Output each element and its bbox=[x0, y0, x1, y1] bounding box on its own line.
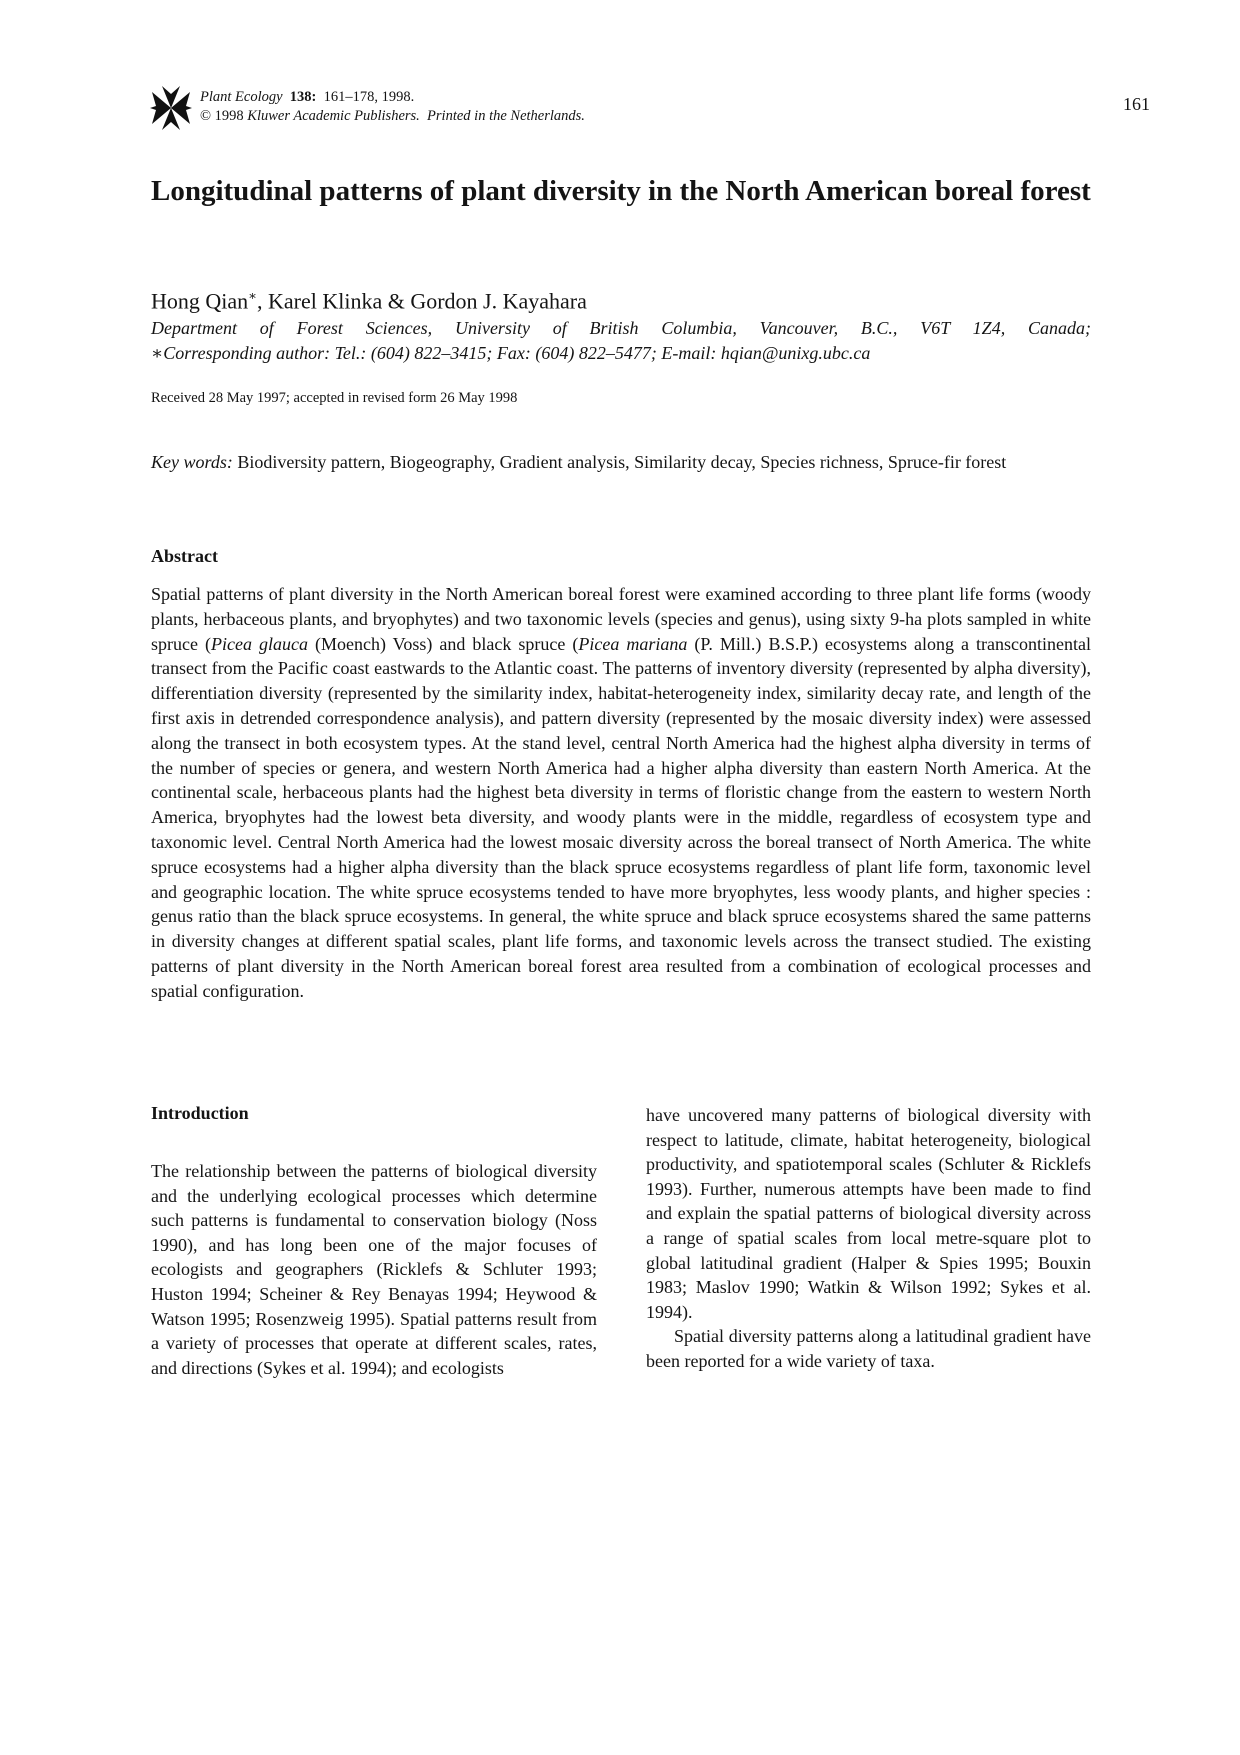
keywords-text: Biodiversity pattern, Biogeography, Gradient analysis, Similarity decay, Species richness, Spruce-fir forest bbox=[232, 452, 1007, 472]
left-column bbox=[151, 1159, 597, 1380]
abstract-part-1: Spatial patterns of plant diversity in the North American boreal forest were examined according to three plant life forms (woody plants, herbaceous plants, and bryophytes) and two taxonomic levels (species and genus), using sixty 9-ha plots sampled in white spruce ( bbox=[151, 584, 1091, 654]
publisher: Kluwer Academic Publishers. bbox=[247, 108, 420, 124]
affiliation: Department of Forest Sciences, University of British Columbia, Vancouver, B.C., V6T 1Z4, Canada; bbox=[151, 318, 1091, 338]
paragraph: The relationship between the patterns of biological diversity and the underlying ecological processes which determine such patterns is fundamental to conservation biology (Noss 1990), and has long been one of the major focuses of ecologists and geographers (Ricklefs & Schluter 1993; Huston 1994; Scheiner & Rey Benayas 1994; Heywood & Watson 1995; Rosenzweig 1995). Spatial patterns result from a variety of processes that operate at different scales, rates, and directions (Sykes et al. 1994); and ecologists bbox=[151, 1161, 597, 1378]
journal-volume: 138: bbox=[289, 89, 317, 105]
right-column bbox=[646, 1103, 1091, 1374]
abstract-part-2: (Moench) Voss) and black spruce ( bbox=[307, 633, 579, 654]
introduction-heading: Introduction bbox=[151, 1103, 249, 1123]
paper-title: Longitudinal patterns of plant diversity in the North American boreal forest bbox=[151, 175, 1091, 207]
abstract-heading: Abstract bbox=[151, 546, 218, 566]
copyright: © 1998 bbox=[200, 108, 248, 124]
paragraph: Spatial diversity patterns along a latitudinal gradient have been reported for a wide variety of taxa. bbox=[646, 1326, 1091, 1371]
author-names-rest: , Karel Klinka & Gordon J. Kayahara bbox=[257, 288, 587, 314]
species-name: Picea mariana bbox=[578, 633, 688, 654]
keywords-label: Key words: bbox=[151, 452, 233, 472]
abstract-part-3: (P. Mill.) B.S.P.) ecosystems along a transcontinental transect from the Pacific coast eastwards to the Atlantic coast. The patterns of inventory diversity (represented by alpha diversity), differentiation diversity (represented by the similarity index, habitat-heterogeneity index, similarity decay rate, and length of the first axis in detrended correspondence analysis), and pattern diversity (represented by the mosaic diversity index) were assessed along the transect in both ecosystem types. At the stand level, central North America had the highest alpha diversity in terms of the number of species or genera, and western North America had a higher alpha diversity than eastern North America. At the continental scale, herbaceous plants had the highest beta diversity in terms of floristic change from the eastern to western North America, bryophytes had the lowest beta diversity, and woody plants were in the middle, regardless of ecosystem type and taxonomic level. Central North America had the lowest mosaic diversity across the boreal transect of North America. The white spruce ecosystems had a higher alpha diversity than the black spruce ecosystems regardless of plant life form, taxonomic level and geographic location. The white spruce ecosystems tended to have more bryophytes, less woody plants, and higher species : genus ratio than the black spruce ecosystems. In general, the white spruce and black spruce ecosystems shared the same patterns in diversity changes at different spatial scales, plant life forms, and taxonomic levels across the transect studied. The existing patterns of plant diversity in the North American boreal forest area resulted from a combination of ecological processes and spatial configuration. bbox=[151, 633, 1091, 1001]
kluwer-logo-icon bbox=[150, 86, 192, 130]
paragraph: have uncovered many patterns of biological diversity with respect to latitude, climate, habitat heterogeneity, biological productivity, and spatiotemporal scales (Schluter & Ricklefs 1993). Further, numerous attempts have been made to find and explain the spatial patterns of biological diversity across a range of spatial scales from local metre-square plot to global latitudinal gradient (Halper & Spies 1995; Bouxin 1983; Maslov 1990; Watkin & Wilson 1992; Sykes et al. 1994). bbox=[646, 1105, 1091, 1322]
journal-citation bbox=[200, 88, 585, 126]
corresponding-mark: ∗ bbox=[248, 288, 257, 303]
abstract-text bbox=[151, 582, 1091, 1004]
species-name: Picea glauca bbox=[211, 633, 308, 654]
corresponding-author: ∗Corresponding author: Tel.: (604) 822–3415; Fax: (604) 822–5477; E-mail: hqian@unixg.ubc.ca bbox=[151, 343, 871, 363]
page-number: 161 bbox=[1123, 94, 1150, 114]
journal-pages-year: 161–178, 1998. bbox=[323, 89, 415, 105]
printed-note: Printed in the Netherlands. bbox=[427, 108, 585, 124]
keywords bbox=[151, 450, 1091, 475]
received-date: Received 28 May 1997; accepted in revised form 26 May 1998 bbox=[151, 390, 518, 406]
author-list bbox=[151, 288, 587, 314]
journal-name: Plant Ecology bbox=[200, 89, 283, 105]
author-name: Hong Qian bbox=[151, 288, 249, 314]
